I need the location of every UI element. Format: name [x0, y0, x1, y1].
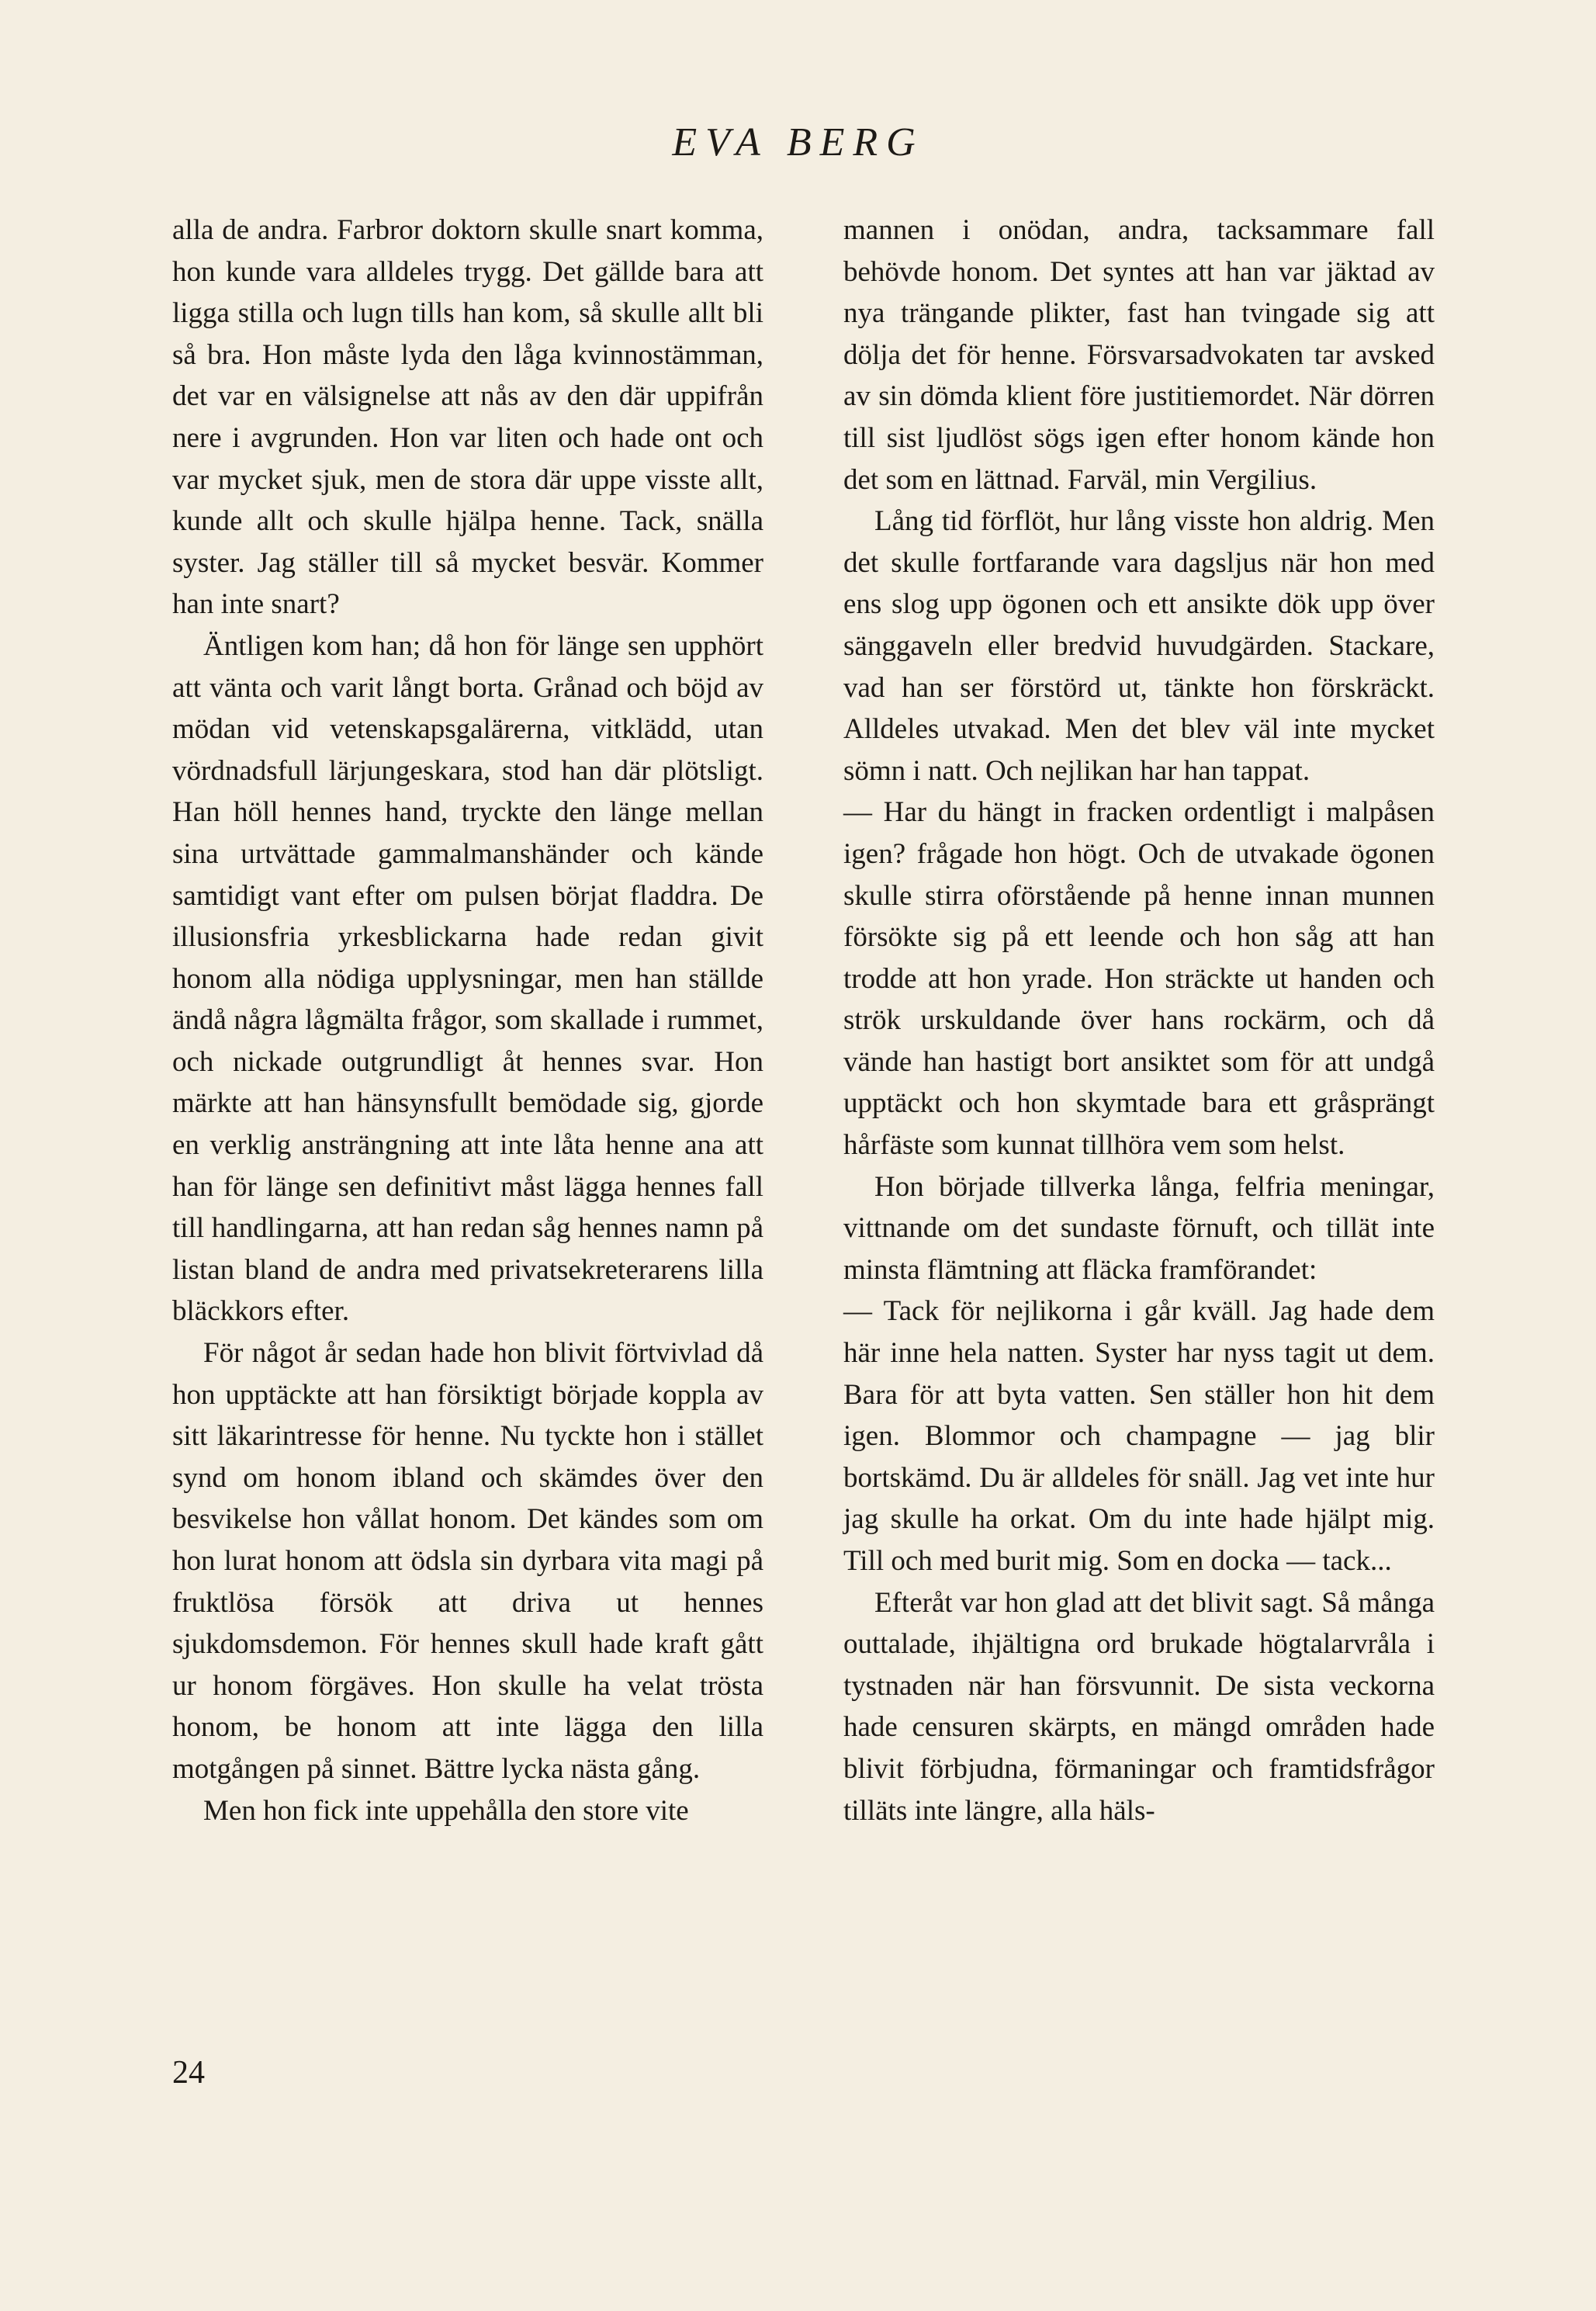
- left-paragraph-1: alla de andra. Farbror doktorn skulle snart komma, hon kunde vara alldeles trygg. Det gällde bara att ligga stilla och lugn tills han kom, så skulle allt bli så bra. Hon måste lyda den låga kvinnostämman, det var en välsignelse att nås av den där uppifrån nere i avgrunden. Hon var liten och hade ont och var mycket sjuk, men de stora där uppe visste allt, kunde allt och skulle hjälpa henne. Tack, snälla syster. Jag ställer till så mycket besvär. Kommer han inte snart?: [172, 214, 763, 621]
- right-paragraph-1: mannen i onödan, andra, tacksammare fall behövde honom. Det syntes att han var jäktad av nya trängande plikter, fast han tvingade sig att dölja det för henne. Försvarsadvokaten tar avsked av sin dömda klient före justitiemordet. När dörren till sist ljudlöst sögs igen efter honom kände hon det som en lättnad. Farväl, min Vergilius.: [843, 214, 1435, 496]
- right-paragraph-4: Efteråt var hon glad att det blivit sagt. Så många outtalade, ihjältigna ord brukade högtalarvråla i tystnaden när han försvunnit. De sista veckorna hade censuren skärpts, en mängd områden hade blivit förbjudna, förmaningar och framtidsfrågor tilläts inte längre, alla häls-: [843, 1586, 1435, 1827]
- running-header: EVA BERG: [672, 120, 924, 165]
- right-dialogue-1: — Har du hängt in fracken ordentligt i malpåsen igen? frågade hon högt. Och de utvakade ögonen skulle stirra oförstående på henne innan munnen försökte sig på ett leende och hon såg att han trodde att hon yrade. Hon sträckte ut handen och strök urskuldande över hans rockärm, och då vände han hastigt bort ansiktet som för att undgå upptäckt och hon skymtade bara ett gråsprängt hårfäste som kunnat tillhöra vem som helst.: [843, 796, 1435, 1162]
- left-paragraph-3: För något år sedan hade hon blivit förtvivlad då hon upptäckte att han försiktigt började koppla av sitt läkarintresse för henne. Nu tyckte hon i stället synd om honom ibland och skämdes över den besvikelse hon vållat honom. Det kändes som om hon lurat honom att ödsla sin dyrbara vita magi på fruktlösa försök att driva ut hennes sjukdomsdemon. För hennes skull hade kraft gått ur honom förgäves. Hon skulle ha velat trösta honom, be honom att inte lägga den lilla motgången på sinnet. Bättre lycka nästa gång.: [172, 1337, 763, 1785]
- right-dialogue-2: — Tack för nejlikorna i går kväll. Jag hade dem här inne hela natten. Syster har nyss tagit ut dem. Bara för att byta vatten. Sen ställer hon hit dem igen. Blommor och champagne — jag blir bortskämd. Du är alldeles för snäll. Jag vet inte hur jag skulle ha orkat. Om du inte hade hjälpt mig. Till och med burit mig. Som en docka — tack...: [843, 1295, 1435, 1577]
- right-text-column: [843, 210, 1435, 1831]
- right-paragraph-2: Lång tid förflöt, hur lång visste hon aldrig. Men det skulle fortfarande vara dagsljus när hon med ens slog upp ögonen och ett ansikte dök upp över sänggaveln eller bredvid huvudgärden. Stackare, vad han ser förstörd ut, tänkte hon förskräckt. Alldeles utvakad. Men det blev väl inte mycket sömn i natt. Och nejlikan har han tappat.: [843, 505, 1435, 787]
- page-number: 24: [172, 2055, 205, 2091]
- right-paragraph-3: Hon började tillverka långa, felfria meningar, vittnande om det sundaste förnuft, och tillät inte minsta flämtning att fläcka framförandet:: [843, 1170, 1435, 1286]
- left-text-column: [172, 210, 763, 1831]
- left-paragraph-4: Men hon fick inte uppehålla den store vite: [203, 1794, 689, 1827]
- left-paragraph-2: Äntligen kom han; då hon för länge sen upphört att vänta och varit långt borta. Grånad och böjd av mödan vid vetenskapsgalärerna, vitklädd, utan vördnadsfull lärjungeskara, stod han där plötsligt. Han höll hennes hand, tryckte den länge mellan sina urtvättade gammalmanshänder och kände samtidigt vant efter om pulsen börjat fladdra. De illusionsfria yrkesblickarna hade redan givit honom alla nödiga upplysningar, men han ställde ändå några lågmälta frågor, som skallade i rummet, och nickade outgrundligt åt hennes svar. Hon märkte att han hänsynsfullt bemödade sig, gjorde en verklig ansträngning att inte låta henne ana att han för länge sen definitivt måst lägga hennes fall till handlingarna, att han redan såg hennes namn på listan bland de andra med privatsekreterarens lilla bläckkors efter.: [172, 629, 763, 1328]
